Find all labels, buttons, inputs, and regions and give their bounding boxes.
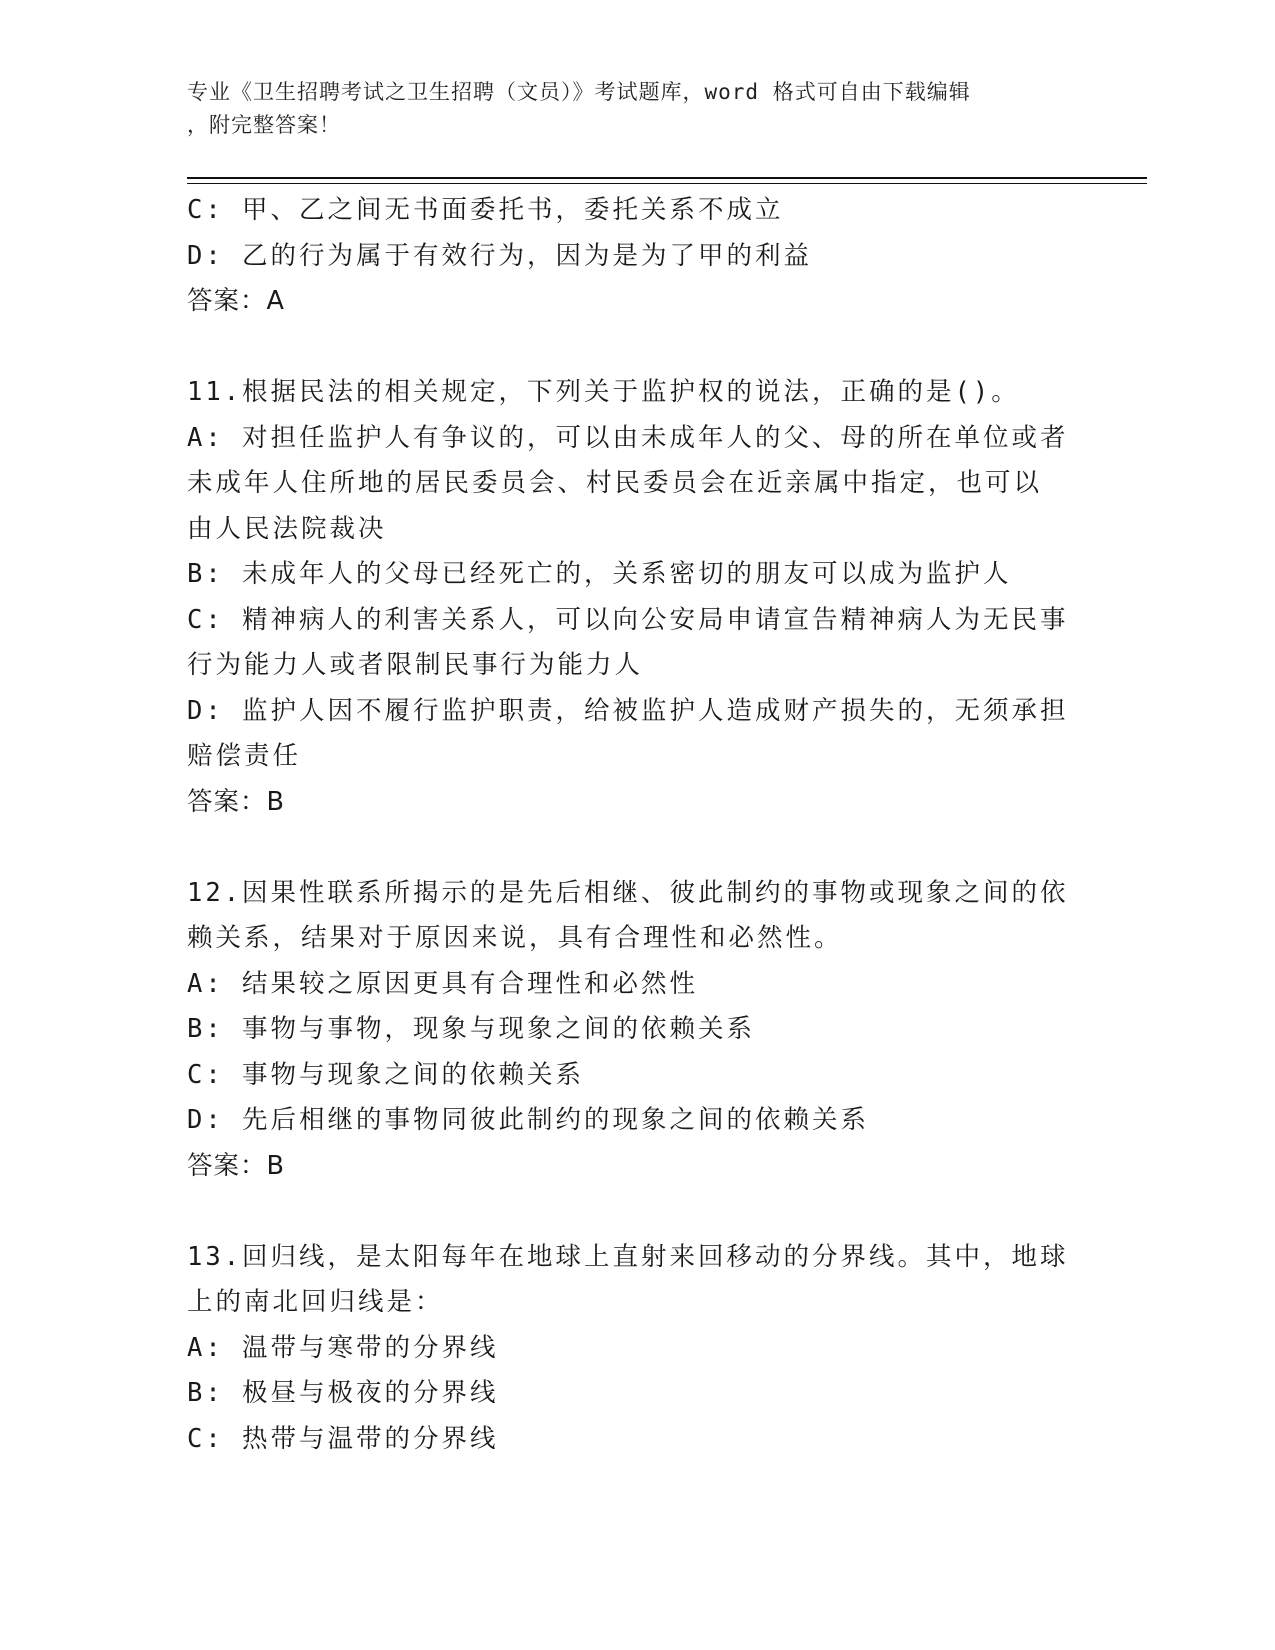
question-13 [187,1235,1087,1463]
option-line: B: 极昼与极夜的分界线 [187,1378,499,1408]
question-stem: 12.因果性联系所揭示的是先后相继、彼此制约的事物或现象之间的依 [187,877,1069,908]
header-line-2: ，附完整答案！ [187,113,341,137]
question-12 [187,871,1087,1190]
section-gap [187,1189,1087,1235]
option-line: A: 对担任监护人有争议的，可以由未成年人的父、母的所在单位或者 [187,422,1069,453]
option-c: C: 甲、乙之间无书面委托书，委托关系不成立 [187,195,784,225]
question-stem: 上的南北回归线是： [187,1287,444,1317]
option-line: 赔偿责任 [187,741,302,771]
header-divider-thick [187,177,1147,179]
option-d [187,1098,1087,1144]
option-b [187,1371,1087,1417]
document-header [187,76,1077,142]
option-line: C: 精神病人的利害关系人，可以向公安局申请宣告精神病人为无民事 [187,604,1069,635]
document-body [187,188,1087,1462]
question-stem: 赖关系，结果对于原因来说，具有合理性和必然性。 [187,923,843,953]
previous-question-tail [187,188,1087,325]
option-line: A: 结果较之原因更具有合理性和必然性 [187,968,699,999]
option-line: D: 先后相继的事物同彼此制约的现象之间的依赖关系 [187,1105,870,1135]
option-a [187,1326,1087,1372]
option-line: 由人民法院裁决 [187,513,387,544]
header-divider-thin [187,183,1147,184]
option-line: 未成年人住所地的居民委员会、村民委员会在近亲属中指定，也可以 [187,468,1043,498]
option-a [187,416,1087,553]
option-a [187,962,1087,1008]
answer-line: 答案：A [187,286,285,316]
option-d [187,689,1087,780]
option-line: B: 事物与事物，现象与现象之间的依赖关系 [187,1014,756,1044]
section-gap [187,325,1087,371]
option-line: C: 事物与现象之间的依赖关系 [187,1059,585,1090]
answer-line: 答案：B [187,786,285,817]
question-stem: 11.根据民法的相关规定，下列关于监护权的说法，正确的是()。 [187,377,1020,407]
option-c [187,1053,1087,1099]
option-line: C: 热带与温带的分界线 [187,1423,499,1454]
option-d: D: 乙的行为属于有效行为，因为是为了甲的利益 [187,240,813,271]
option-line: D: 监护人因不履行监护职责，给被监护人造成财产损失的，无须承担 [187,695,1069,726]
section-gap [187,825,1087,871]
option-b [187,1007,1087,1053]
option-b [187,552,1087,598]
question-11 [187,370,1087,825]
header-line-1: 专业《卫生招聘考试之卫生招聘（文员）》考试题库，word 格式可自由下载编辑 [187,80,971,104]
option-c [187,1417,1087,1463]
option-c [187,598,1087,689]
answer-line: 答案：B [187,1150,285,1181]
option-line: 行为能力人或者限制民事行为能力人 [187,650,644,680]
option-line: A: 温带与寒带的分界线 [187,1332,499,1363]
option-line: B: 未成年人的父母已经死亡的，关系密切的朋友可以成为监护人 [187,559,1012,589]
question-stem: 13.回归线，是太阳每年在地球上直射来回移动的分界线。其中，地球 [187,1241,1069,1272]
